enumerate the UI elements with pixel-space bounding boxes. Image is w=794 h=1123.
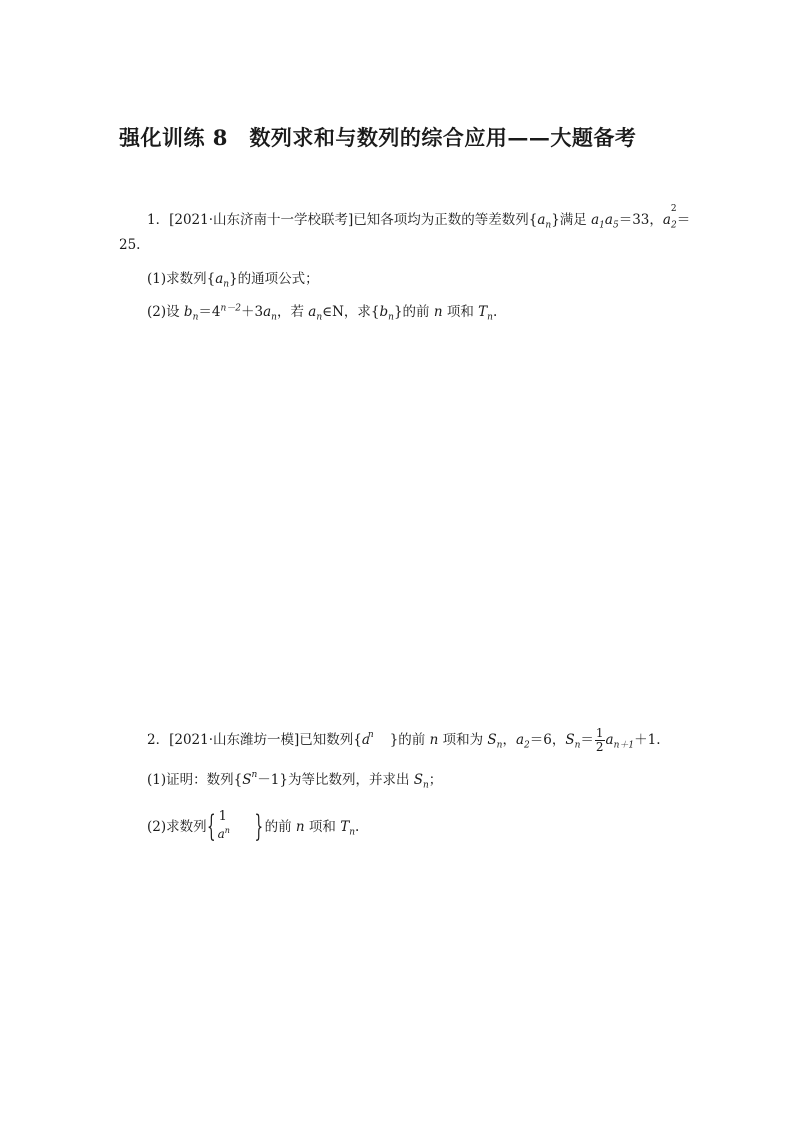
q1-intro-text-c: ＝33，: [618, 212, 663, 228]
q1-seq-a: $a_n$: [537, 212, 552, 231]
q1-intro: [147, 204, 691, 231]
q2-part2: (2)求数列 { 1 $a^n$ } 的前 n 项和 $T_n$.: [147, 809, 360, 844]
q2-seq-a: $a^n$: [361, 730, 374, 748]
q1-intro-text-b: }满足: [551, 212, 592, 228]
q2-half-fraction: $\frac{1}{2}$: [595, 726, 604, 754]
q1-intro-text-a: 1．[2021·山东济南十一学校联考]已知各项均为正数的等差数列{: [147, 212, 538, 228]
q1-part1: (1)求数列$\{a_n\}$的通项公式；: [147, 271, 319, 290]
q2-intro: 2．[2021·山东潍坊一模]已知数列{$a^n$ }的前 n 项和为 $S_n$，$a_2=6$，$S_n=$ $\frac{1}{2}$ $a_{n+1}+1$.: [147, 726, 661, 754]
q2-part1: (1)证明：数列$\{S^n-1\}$为等比数列，并求出 $S_n$；: [147, 770, 443, 791]
q2-reciprocal-sequence: { 1 $a^n$ }: [206, 809, 263, 844]
q1-intro-line2: 25.: [119, 237, 141, 253]
q1-a1a5: $a_1a_5$: [591, 212, 619, 231]
q1-part2: (2)设 $b_n=4^{n-2}+3a_n$，若 $a_n\in N$，求$\{b_n\}$的前 n 项和 $T_n$.: [147, 303, 498, 323]
page-title: 强化训练 8 数列求和与数列的综合应用——大题备考: [119, 125, 637, 150]
q1-intro-text-d: ＝: [676, 212, 691, 228]
q1-a2-squared: $a_2$ 2: [662, 204, 677, 231]
